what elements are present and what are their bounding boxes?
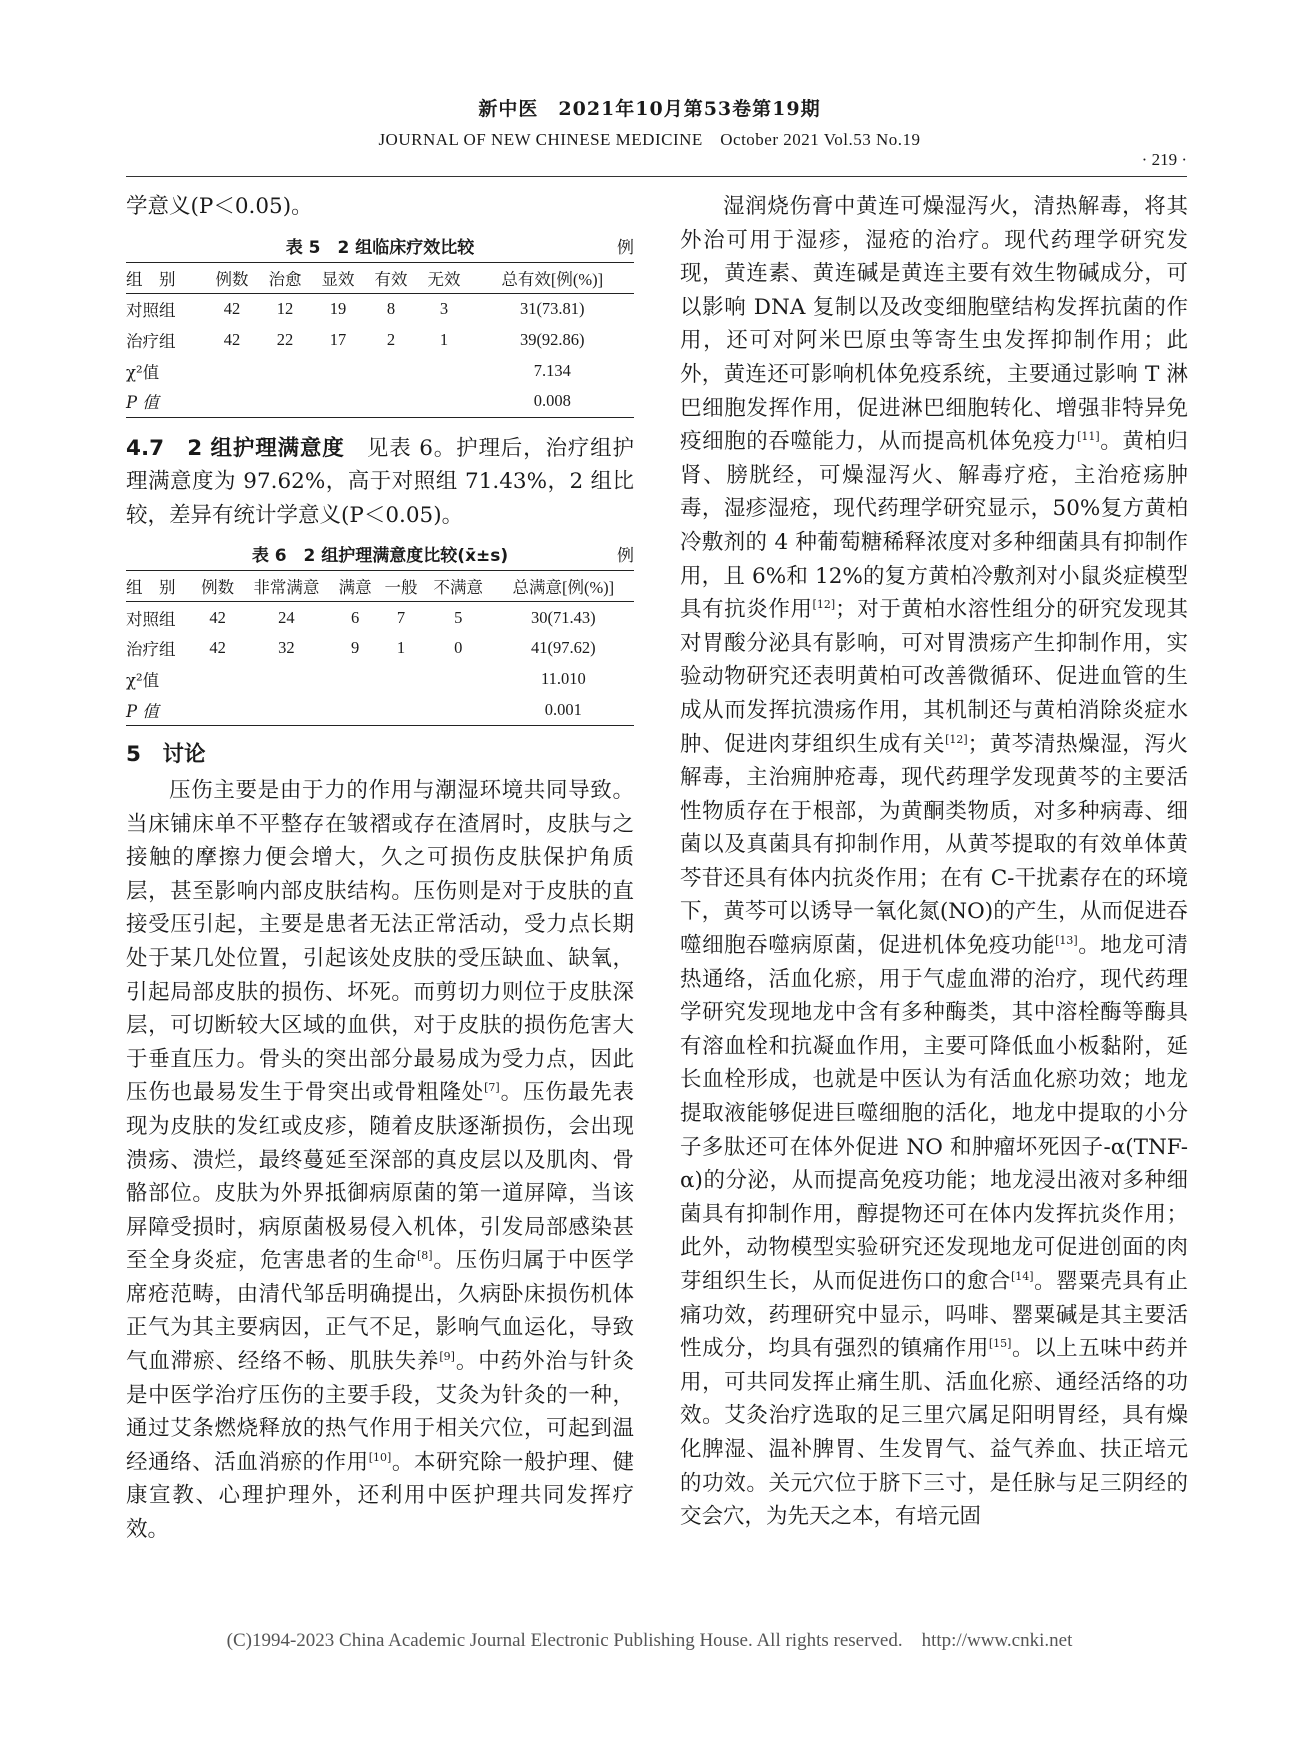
table6-header-cell: 非常满意 [241, 571, 333, 602]
table-cell: 17 [329, 329, 347, 349]
citation: [13] [1055, 933, 1078, 947]
discussion-paragraph [126, 774, 634, 1547]
table5-title [126, 234, 634, 262]
journal-title-en: JOURNAL OF NEW CHINESE MEDICINE October 2021 Vol.53 No.19 [378, 130, 921, 149]
citation: [8] [416, 1249, 433, 1263]
paragraph-continued: 学意义(P＜0.05)。 [126, 194, 313, 219]
table-cell: 5 [454, 607, 463, 627]
table5 [126, 262, 634, 418]
table5-header-cell: 组 别 [126, 262, 206, 293]
table-cell: 1 [396, 638, 406, 658]
table-cell: 32 [278, 638, 295, 658]
citation: [12] [812, 597, 836, 611]
table5-header-row [126, 262, 634, 293]
citation: [10] [368, 1450, 392, 1464]
citation: [15] [988, 1337, 1012, 1351]
running-header [0, 96, 1299, 152]
table-cell: 治疗组 [126, 331, 176, 351]
text-run: 。地龙可清热通络，活血化瘀，用于气虚血滞的治疗，现代药理学研究发现地龙中含有多种酶类，其中溶栓酶等酶具有溶血栓和抗凝血作用，主要可降低血小板黏附，延长血栓形成，也就是中医认为有活血化瘀功效；地龙提取液能够促进巨噬细胞的活化，地龙中提取的小分子多肽还可在体外促进 NO 和肿瘤坏死因子-α(TNF-α)的分泌，从而提高免疫功能；地龙浸出液对多种细菌具有抑制作用，醇提物还可在体内发挥抗炎作用；此外，动物模型实验研究还发现地龙可促进创面的肉芽组织生长，从而促进伤口的愈合 [680, 933, 1188, 1294]
pharmacology-paragraph [680, 190, 1188, 1534]
page-number: · 219 · [1141, 150, 1187, 169]
chi-square-label: χ²值 [126, 362, 160, 382]
section-4-7-heading: 4.7 2 组护理满意度 [126, 435, 345, 461]
text-run: 。压伤归属于中医学席疮范畴，由清代邹岳明确提出，久病卧床损伤机体正气为其主要病因，正气不足，影响气血运化，导致气血滞瘀、经络不畅、肌肤失养 [126, 1248, 634, 1375]
text-run: 。压伤最先表现为皮肤的发红或皮疹，随着皮肤逐渐损伤，会出现溃疡、溃烂，最终蔓延至深部的真皮层以及肌肉、骨骼部位。皮肤为外界抵御病原菌的第一道屏障，当该屏障受损时，病原菌极易侵入机体，引发局部感染甚至全身炎症，危害患者的生命 [126, 1080, 634, 1274]
journal-title-zh: 新中医 2021年10月第53卷第19期 [478, 98, 821, 120]
section-4-7-text: 见表 6。护理后，治疗组护理满意度为 97.62%，高于对照组 71.43%，2 组比较，差异有统计学意义(P＜0.05)。 [126, 435, 634, 528]
table-cell: 19 [329, 298, 347, 318]
table-cell: 31(73.81) [519, 298, 585, 318]
copyright-footer: (C)1994-2023 China Academic Journal Electronic Publishing House. All rights reserved. http://www.cnki.net [226, 1630, 1073, 1651]
text-run: 压伤主要是由于力的作用与潮湿环境共同导致。当床铺床单不平整存在皱褶或存在渣屑时，皮肤与之接触的摩擦力便会增大，久之可损伤皮肤保护角质层，甚至影响内部皮肤结构。压伤则是对于皮肤的直接受压引起，主要是患者无法正常活动，受力点长期处于某几处位置，引起该处皮肤的受压缺血、缺氧，引起局部皮肤的损伤、坏死。而剪切力则位于皮肤深层，可切断较大区域的血供，对于皮肤的损伤危害大于垂直压力。骨头的突出部分最易成为受力点，因此压伤也最易发生于骨突出或骨粗隆处 [126, 777, 634, 1106]
table5-header-cell: 例数 [206, 262, 259, 293]
text-run: ；黄芩清热燥湿，泻火解毒，主治痈肿疮毒，现代药理学发现黄芩的主要活性物质存在于根部，为黄酮类物质，对多种病毒、细菌以及真菌具有抑制作用，从黄芩提取的有效单体黄芩苷还具有体内抗炎作用；在有 C-干扰素存在的环境下，黄芩可以诱导一氧化氮(NO)的产生，从而促进吞噬细胞吞噬病原菌，促进机体免疫功能 [680, 731, 1188, 959]
table-cell: 22 [276, 329, 294, 349]
citation: [7] [484, 1081, 500, 1095]
text-run: 。本研究除一般护理、健康宣教、心理护理外，还利用中医护理共同发挥疗效。 [126, 1449, 634, 1543]
table6-header-row [126, 571, 634, 602]
p-value: 0.008 [471, 386, 634, 417]
table-cell: 对照组 [126, 609, 176, 629]
table5-caption: 表 5 2 组临床疗效比较 [285, 237, 475, 258]
table5-header-cell: 总有效[例(%)] [471, 262, 634, 293]
chi-square-value: 7.134 [533, 360, 571, 380]
table-cell: 42 [209, 638, 226, 658]
chi-square-label: χ²值 [126, 671, 160, 691]
table5-header-cell: 无效 [418, 262, 471, 293]
table-cell: 30(71.43) [531, 607, 596, 627]
header-rule [126, 176, 1187, 177]
table-cell: 42 [223, 298, 241, 318]
citation: [9] [439, 1349, 455, 1363]
table-cell: 9 [351, 638, 360, 658]
table-row-p [126, 695, 634, 726]
table5-header-cell: 治愈 [259, 262, 312, 293]
p-value-label: P 值 [126, 386, 206, 417]
table-cell: 1 [439, 329, 449, 349]
citation: [11] [1077, 430, 1100, 443]
table6-header-cell: 一般 [378, 571, 424, 602]
p-value: 0.001 [493, 695, 634, 726]
table-cell: 42 [209, 607, 226, 627]
text-run: 。黄柏归肾、膀胱经，可燥湿泻火、解毒疗疮，主治疮疡肿毒，湿疹湿疮，现代药理学研究显示，50%复方黄柏冷敷剂的 4 种葡萄糖稀释浓度对多种细菌具有抑制作用，且 6%和 12%的复方黄柏冷敷剂对小鼠炎症模型具有抗炎作用 [680, 429, 1188, 623]
left-column [126, 190, 634, 1547]
table-row-p [126, 386, 634, 417]
table6-unit: 例 [617, 546, 634, 567]
table-cell: 42 [223, 329, 241, 349]
table5-header-cell: 显效 [312, 262, 365, 293]
table-cell: 3 [439, 298, 449, 318]
citation: [14] [1010, 1269, 1034, 1283]
text-run: ；对于黄柏水溶性组分的研究发现其对胃酸分泌具有影响，可对胃溃疡产生抑制作用，实验动物研究还表明黄柏可改善微循环、促进血管的生成从而发挥抗溃疡作用，其机制还与黄柏消除炎症水肿、促进肉芽组织生成有关 [680, 597, 1188, 757]
table-cell: 对照组 [126, 300, 176, 320]
table-row-chi [126, 355, 634, 386]
table-row [126, 602, 634, 633]
table-row-chi [126, 664, 634, 695]
text-run: 。以上五味中药并用，可共同发挥止痛生肌、活血化瘀、通经活络的功效。艾灸治疗选取的足三里穴属足阳明胃经，具有燥化脾湿、温补脾胃、生发胃气、益气养血、扶正培元的功效。关元穴位于脐下三寸，是任脉与足三阴经的交会穴，为先天之本，有培元固 [680, 1336, 1188, 1530]
text-run: 湿润烧伤膏中黄连可燥湿泻火，清热解毒，将其外治可用于湿疹，湿疮的治疗。现代药理学研究发现，黄连素、黄连碱是黄连主要有效生物碱成分，可以影响 DNA 复制以及改变细胞壁结构发挥抗菌的作用，还可对阿米巴原虫等寄生虫发挥抑制作用；此外，黄连还可影响机体免疫系统，主要通过影响 T 淋巴细胞发挥作用，促进淋巴细胞转化、增强非特异免疫细胞的吞噬能力，从而提高机体免疫力 [680, 194, 1188, 455]
table-cell: 39(92.86) [519, 329, 585, 349]
table-cell: 6 [351, 607, 360, 627]
text-run: 。中药外治与针灸是中医学治疗压伤的主要手段，艾灸为针灸的一种，通过艾条燃烧释放的热气作用于相关穴位，可起到温经通络、活血消瘀的作用 [126, 1349, 634, 1475]
table6-header-cell: 满意 [332, 571, 378, 602]
table6-header-cell: 组 别 [126, 571, 195, 602]
table6 [126, 570, 634, 726]
table-row [126, 633, 634, 664]
table-cell: 41(97.62) [531, 638, 596, 658]
table-cell: 12 [276, 298, 294, 318]
table6-caption: 表 6 2 组护理满意度比较(x̄±s) [251, 546, 509, 567]
p-value-label: P 值 [126, 695, 195, 726]
chi-square-value: 11.010 [540, 669, 586, 689]
right-column [680, 190, 1188, 1534]
table-row [126, 293, 634, 324]
table6-header-cell: 不满意 [424, 571, 493, 602]
table-cell: 0 [454, 638, 463, 658]
table-cell: 7 [396, 607, 406, 627]
table-row [126, 324, 634, 355]
citation: [12] [945, 732, 968, 746]
text-run: 。罂粟壳具有止痛功效，药理研究中显示，吗啡、罂粟碱是其主要活性成分，均具有强烈的镇痛作用 [680, 1269, 1188, 1362]
table-cell: 24 [278, 607, 295, 627]
table5-header-cell: 有效 [365, 262, 418, 293]
table6-title [126, 542, 634, 570]
table6-header-cell: 总满意[例(%)] [493, 571, 634, 602]
table6-header-cell: 例数 [195, 571, 241, 602]
section-5-heading: 5 讨论 [126, 742, 206, 768]
section-4-7 [126, 432, 634, 533]
table-cell: 2 [386, 329, 396, 349]
table-cell: 8 [386, 298, 396, 318]
table5-unit: 例 [617, 237, 634, 258]
table-cell: 治疗组 [126, 640, 176, 660]
